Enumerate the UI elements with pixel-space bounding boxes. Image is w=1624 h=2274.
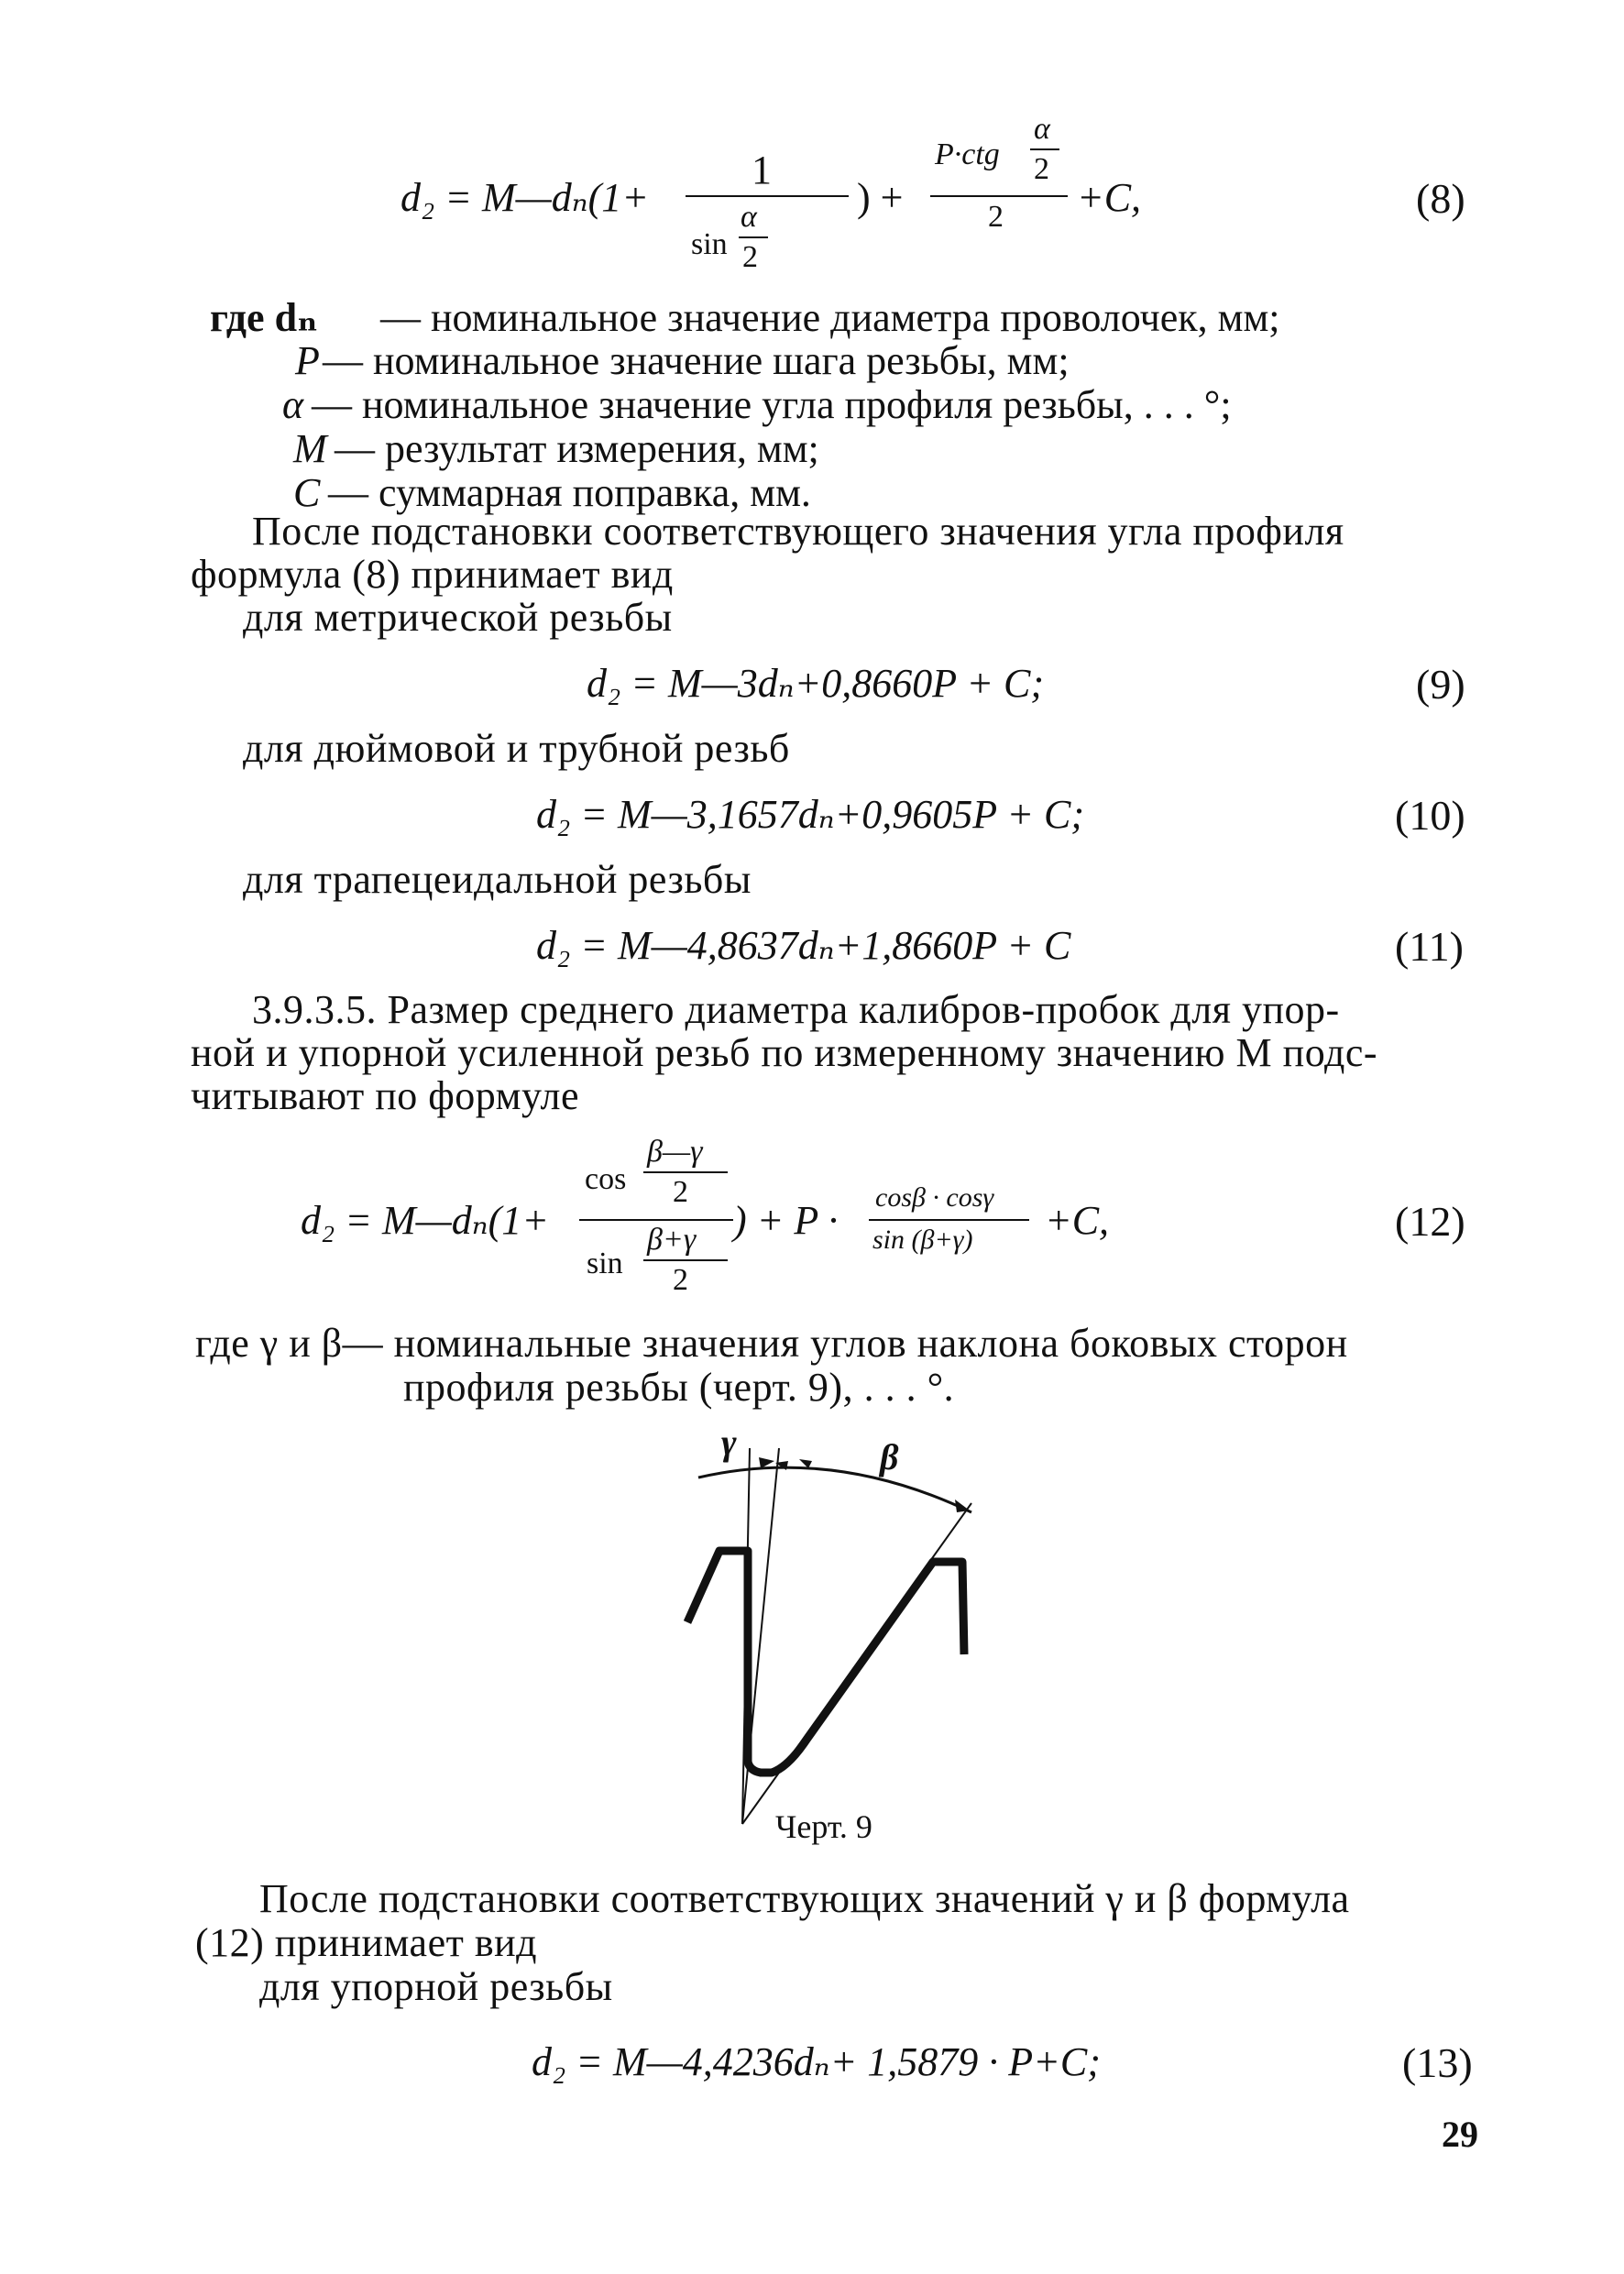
- formula-11: d₂ = M—4,8637dₙ+1,8660P + C: [536, 923, 1071, 968]
- formula-13-number: (13): [1402, 2039, 1473, 2086]
- angle-arc: [698, 1467, 971, 1512]
- legend-desc: — номинальное значение угла профиля резьбы, . . . °;: [312, 382, 1232, 427]
- legend-desc: — суммарная поправка, мм.: [328, 470, 811, 515]
- paragraph-2-line-2: ной и упорной усиленной резьб по измеренному значению M подс-: [191, 1030, 1378, 1075]
- formula-10: d₂ = M—3,1657dₙ+0,9605P + C;: [536, 792, 1085, 837]
- formula-8-frac2-bar: [930, 195, 1068, 197]
- formula-12-bpg-two: 2: [673, 1263, 688, 1297]
- formula-8-frac2-num: P·ctg: [935, 137, 1000, 171]
- formula-12-number: (12): [1395, 1198, 1465, 1245]
- formula-8-sin-two: 2: [742, 240, 758, 274]
- formula-12-frac2-bar: [869, 1219, 1029, 1221]
- formula-12-frac2-num: cosβ · cosγ: [875, 1182, 994, 1213]
- paragraph-2-line-3: читывают по формуле: [191, 1073, 579, 1118]
- paragraph-3-line-2: (12) принимает вид: [195, 1920, 538, 1965]
- formula-10-number: (10): [1395, 792, 1465, 839]
- gamma-label: γ: [721, 1422, 737, 1463]
- paragraph-1-line-2: формула (8) принимает вид: [191, 552, 674, 597]
- beta-label: β: [880, 1436, 899, 1478]
- label-trapezoidal: для трапецеидальной резьбы: [243, 857, 752, 902]
- formula-12-bpg-bar: [643, 1259, 728, 1261]
- paragraph-3-line-1: После подстановки соответствующих значений γ и β формула: [259, 1876, 1350, 1921]
- formula-12-bpg: β+γ: [647, 1223, 697, 1257]
- thread-profile: [687, 1551, 964, 1773]
- legend-symbol: M: [293, 426, 327, 471]
- formula-8-sin-bar: [739, 236, 768, 238]
- formula-12-tail: +C,: [1045, 1198, 1110, 1243]
- page-number: 29: [1442, 2114, 1478, 2155]
- legend-desc: — номинальное значение диаметра проволочек, мм;: [380, 295, 1280, 340]
- formula-9: d₂ = M—3dₙ+0,8660P + C;: [587, 661, 1045, 706]
- label-metric: для метрической резьбы: [243, 595, 673, 640]
- thread-profile-diagram: [669, 1421, 999, 1842]
- formula-13: d₂ = M—4,4236dₙ+ 1,5879 · P+C;: [532, 2039, 1101, 2084]
- legend-desc: — результат измерения, мм;: [335, 426, 819, 471]
- label-buttress: для упорной резьбы: [259, 1964, 613, 2009]
- gamma-beta-line-1: где γ и β— номинальные значения углов наклона боковых сторон: [195, 1321, 1348, 1366]
- formula-12-frac1-bar: [579, 1219, 733, 1221]
- formula-11-number: (11): [1395, 923, 1464, 970]
- formula-8-ctg-two: 2: [1034, 152, 1049, 186]
- legend-symbol: P: [295, 338, 320, 383]
- formula-8-frac1-num: 1: [752, 148, 772, 192]
- label-inch: для дюймовой и трубной резьб: [243, 726, 790, 771]
- formula-12-bmg-bar: [643, 1171, 728, 1173]
- formula-8-number: (8): [1416, 175, 1465, 222]
- formula-8-frac2-den: 2: [988, 200, 1004, 234]
- formula-8-sin-alpha: α: [741, 200, 757, 234]
- formula-8-mid: ) +: [857, 175, 904, 220]
- formula-12-frac2-den: sin (β+γ): [872, 1225, 973, 1255]
- formula-12-sin: sin: [587, 1247, 623, 1280]
- formula-8-lhs: d₂ = M—dₙ(1+: [401, 175, 649, 220]
- formula-12-lhs: d₂ = M—dₙ(1+: [301, 1198, 549, 1243]
- formula-8-ctg-alpha: α: [1034, 112, 1050, 146]
- formula-12-mid: ) + P ·: [733, 1198, 839, 1243]
- legend-symbol: где dₙ: [210, 295, 318, 340]
- formula-8-tail: +C,: [1077, 175, 1142, 220]
- legend-symbol: α: [282, 382, 304, 427]
- paragraph-2-line-1: 3.9.3.5. Размер среднего диаметра калибров-пробок для упор-: [252, 987, 1340, 1032]
- formula-9-number: (9): [1416, 661, 1465, 708]
- legend-desc: — номинальное значение шага резьбы, мм;: [323, 338, 1070, 383]
- beta-arrow-2: [955, 1500, 970, 1512]
- formula-12-bmg-two: 2: [673, 1175, 688, 1209]
- figure-caption: Черт. 9: [775, 1808, 872, 1845]
- formula-12-bmg: β—γ: [647, 1135, 703, 1169]
- legend-symbol: C: [293, 470, 321, 515]
- gamma-beta-line-2: профиля резьбы (черт. 9), . . . °.: [403, 1365, 955, 1410]
- formula-12-cos: cos: [585, 1162, 627, 1196]
- formula-8-frac1-bar: [686, 195, 849, 197]
- paragraph-1-line-1: После подстановки соответствующего значения угла профиля: [252, 509, 1344, 554]
- formula-8-sin: sin: [691, 227, 728, 261]
- formula-8-ctg-bar: [1030, 148, 1059, 150]
